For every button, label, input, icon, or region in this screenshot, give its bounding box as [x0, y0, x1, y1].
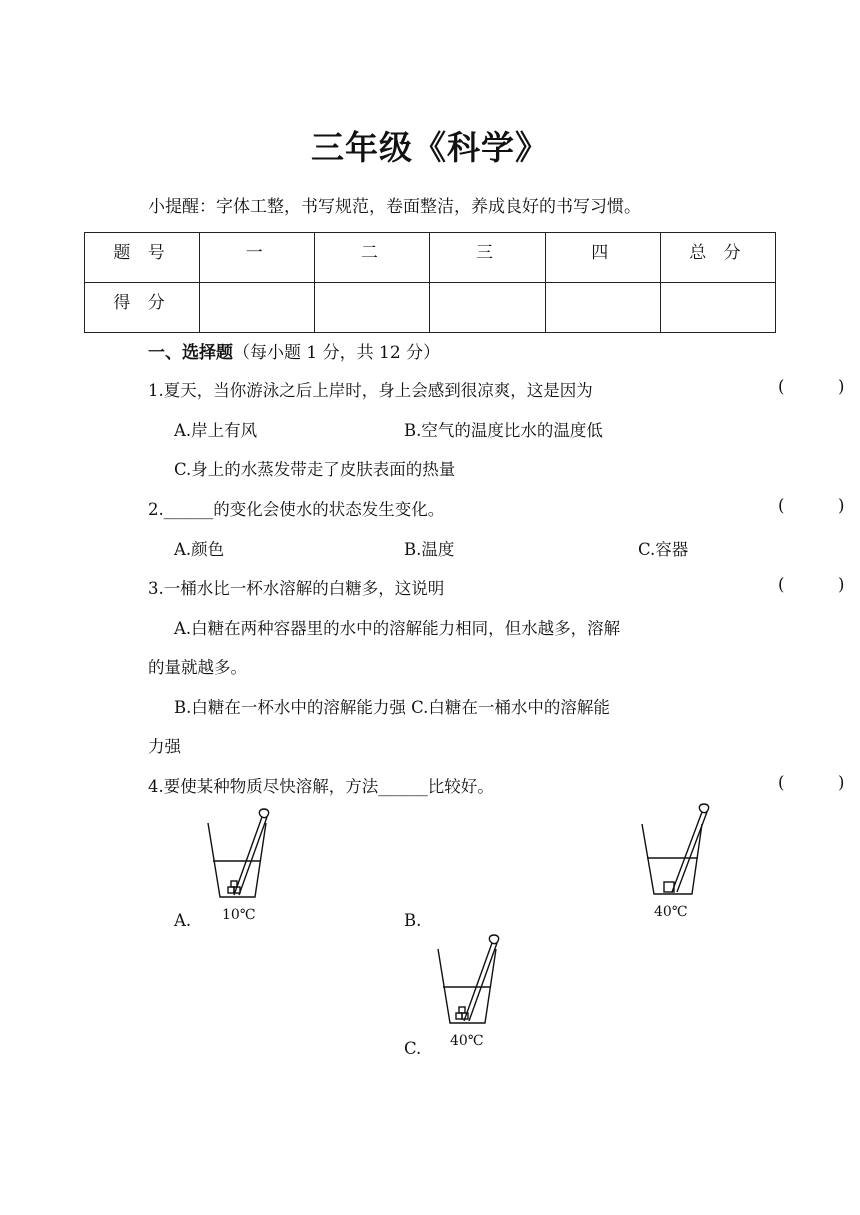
section-title: 一、选择题: [148, 343, 233, 363]
q2-option-a: A.颜色: [174, 540, 225, 559]
q3-option-a-line2: 的量就越多。: [148, 658, 247, 677]
beaker-a-illustration: [200, 805, 280, 925]
q1-stem: 1.夏天，当你游泳之后上岸时，身上会感到很凉爽，这是因为: [148, 381, 593, 400]
q2-stem: 2.______的变化会使水的状态发生变化。: [148, 500, 445, 519]
q3-option-bc-line1: B.白糖在一杯水中的溶解能力强 C.白糖在一桶水中的溶解能: [174, 698, 610, 717]
score-header-cell: 题 号: [85, 233, 200, 283]
beaker-c-illustration: [430, 931, 510, 1051]
score-table-score-row: [85, 283, 776, 333]
q3-answer-blank[interactable]: ( ): [778, 575, 845, 594]
reminder-text: 小提醒：字体工整，书写规范，卷面整洁，养成良好的书写习惯。: [148, 197, 641, 217]
q2-option-b: B.温度: [404, 540, 455, 559]
beaker-b-illustration: [636, 802, 716, 922]
score-cell[interactable]: [545, 283, 660, 333]
score-row-label: 得 分: [85, 283, 200, 333]
section-note: （每小题 1 分，共 12 分）: [233, 343, 441, 363]
q3-option-a-line1: A.白糖在两种容器里的水中的溶解能力相同，但水越多，溶解: [174, 619, 621, 638]
q4-option-a-label: A.: [174, 911, 192, 930]
score-table: [84, 232, 776, 333]
q2-answer-blank[interactable]: ( ): [778, 496, 845, 515]
q3-option-bc-line2: 力强: [148, 737, 181, 756]
score-cell[interactable]: [315, 283, 430, 333]
section-heading: [148, 338, 440, 363]
score-table-header-row: [85, 233, 776, 283]
q4-answer-blank[interactable]: ( ): [778, 773, 845, 792]
q2-option-c: C.容器: [638, 540, 689, 559]
q3-stem: 3.一桶水比一杯水溶解的白糖多，这说明: [148, 579, 445, 598]
score-cell[interactable]: [430, 283, 545, 333]
q1-option-b: B.空气的温度比水的温度低: [404, 421, 603, 440]
score-cell[interactable]: [660, 283, 775, 333]
score-cell[interactable]: [200, 283, 315, 333]
page-title: 三年级《科学》: [311, 128, 549, 167]
beaker-c-temperature: 40℃: [450, 1033, 484, 1049]
q1-answer-blank[interactable]: ( ): [778, 377, 845, 396]
score-header-cell: 一: [200, 233, 315, 283]
score-header-cell: 二: [315, 233, 430, 283]
q1-option-c: C.身上的水蒸发带走了皮肤表面的热量: [174, 460, 456, 479]
score-header-cell: 三: [430, 233, 545, 283]
beaker-a-temperature: 10℃: [222, 907, 256, 923]
q4-option-b-label: B.: [404, 911, 422, 930]
score-header-cell: 总 分: [660, 233, 775, 283]
q4-option-c-label: C.: [404, 1039, 422, 1058]
beaker-b-temperature: 40℃: [654, 904, 688, 920]
q1-option-a: A.岸上有风: [174, 421, 258, 440]
q4-stem: 4.要使某种物质尽快溶解，方法______比较好。: [148, 777, 494, 796]
score-header-cell: 四: [545, 233, 660, 283]
